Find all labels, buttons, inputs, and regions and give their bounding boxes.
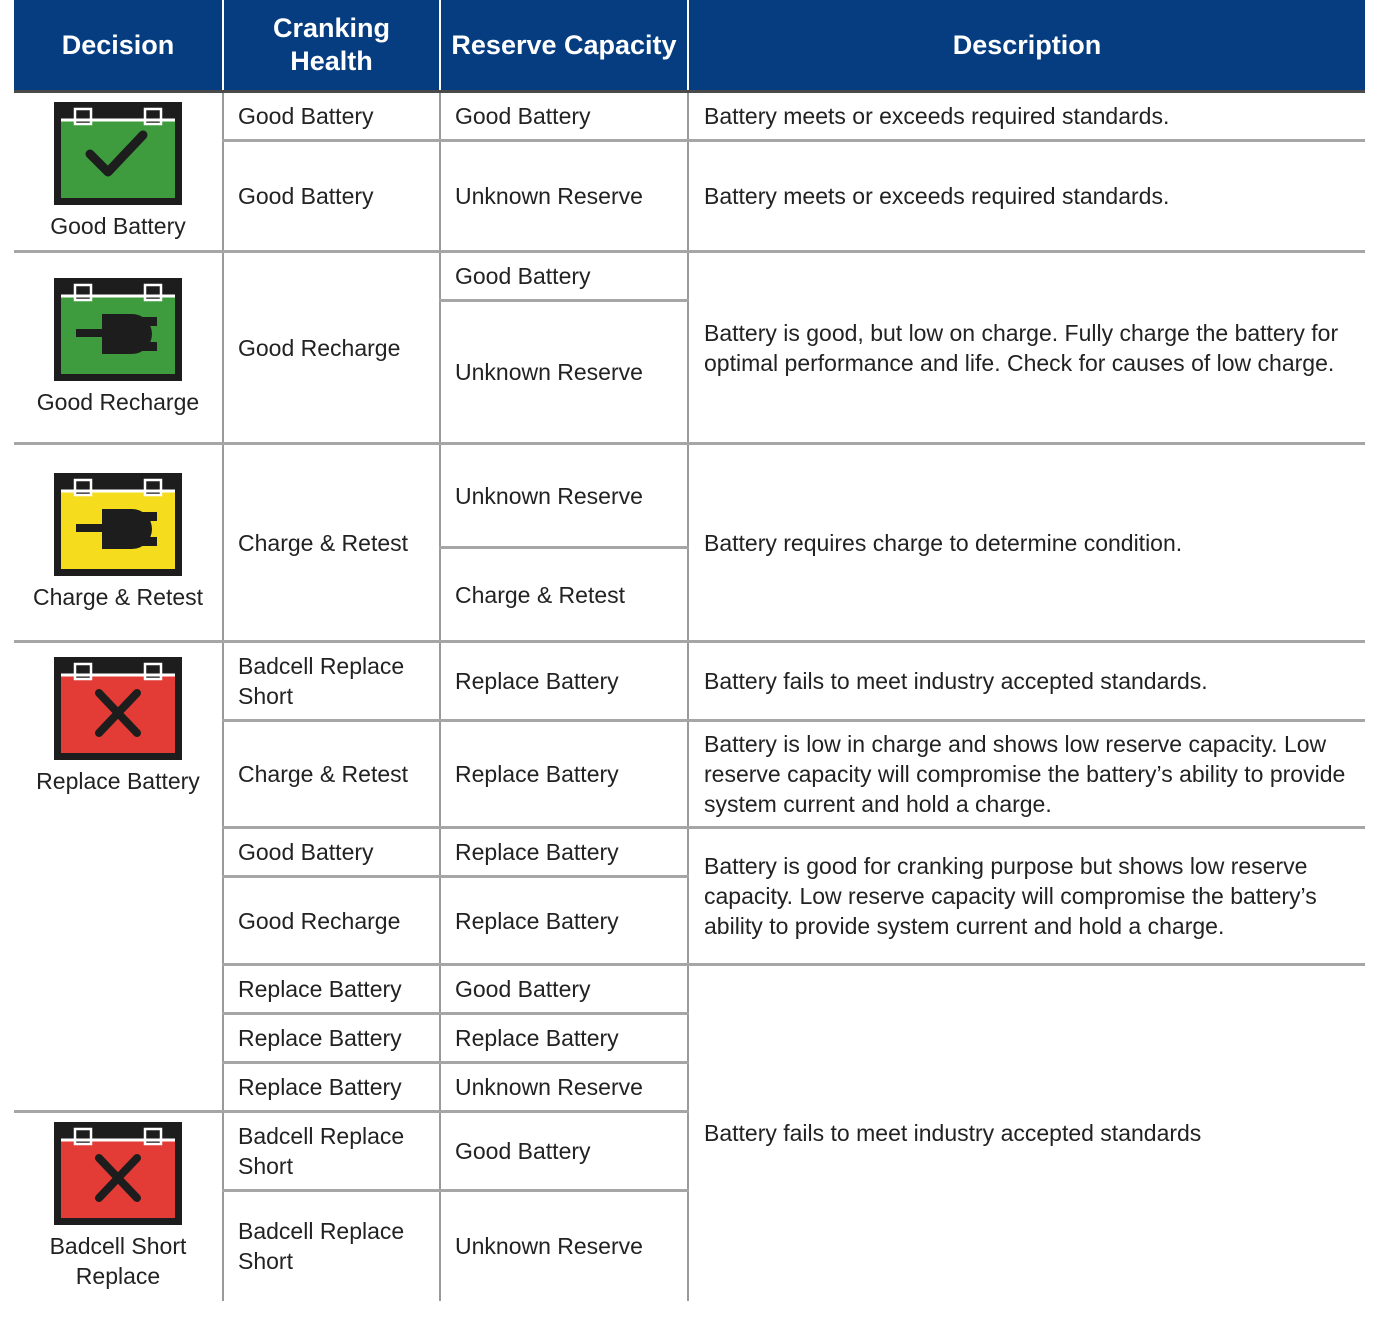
reserve-capacity-cell: Replace Battery	[440, 721, 688, 828]
decision-cell-good-recharge	[14, 252, 223, 444]
cranking-health-cell: Badcell Replace Short	[223, 1191, 440, 1301]
decision-cell-replace-battery	[14, 642, 223, 1112]
header-description: Description	[688, 0, 1365, 92]
reserve-capacity-cell: Replace Battery	[440, 642, 688, 721]
reserve-capacity-cell: Unknown Reserve	[440, 141, 688, 252]
decision-label: Good Recharge	[36, 389, 200, 415]
reserve-capacity-cell: Good Battery	[440, 92, 688, 141]
cranking-health-cell: Good Battery	[223, 828, 440, 877]
decision-label: Charge & Retest	[32, 584, 204, 610]
reserve-capacity-cell: Good Battery	[440, 965, 688, 1014]
reserve-capacity-cell: Replace Battery	[440, 1014, 688, 1063]
checkmark-battery-icon	[54, 102, 182, 205]
reserve-capacity-cell: Unknown Reserve	[440, 301, 688, 444]
description-cell: Battery meets or exceeds required standards.	[688, 92, 1365, 141]
table-row	[14, 252, 1365, 301]
header-row	[14, 0, 1365, 92]
table-row	[14, 92, 1365, 141]
description-cell: Battery requires charge to determine condition.	[688, 444, 1365, 642]
header-decision: Decision	[14, 0, 223, 92]
reserve-capacity-cell: Good Battery	[440, 252, 688, 301]
decision-label: Replace Battery	[36, 768, 200, 794]
table-body	[14, 92, 1365, 1301]
description-cell: Battery fails to meet industry accepted standards	[688, 965, 1365, 1301]
cranking-health-cell: Replace Battery	[223, 1014, 440, 1063]
reserve-capacity-cell: Charge & Retest	[440, 548, 688, 642]
cranking-health-cell: Replace Battery	[223, 1063, 440, 1112]
plug-battery-icon	[54, 278, 182, 381]
x-battery-icon	[54, 657, 182, 760]
plug-battery-icon	[54, 473, 182, 576]
x-battery-icon	[54, 1122, 182, 1225]
cranking-health-cell: Charge & Retest	[223, 444, 440, 642]
table-row	[14, 642, 1365, 721]
description-cell: Battery is good for cranking purpose but shows low reserve capacity. Low reserve capacity will compromise the battery’s ability to provide system current and hold a charge.	[688, 828, 1365, 965]
cranking-health-cell: Good Battery	[223, 92, 440, 141]
description-cell: Battery is low in charge and shows low reserve capacity. Low reserve capacity will compromise the battery’s ability to provide system current and hold a charge.	[688, 721, 1365, 828]
cranking-health-cell: Badcell Replace Short	[223, 642, 440, 721]
cranking-health-cell: Replace Battery	[223, 965, 440, 1014]
header-cranking-health: Cranking Health	[223, 0, 440, 92]
decision-label: Good Battery	[50, 213, 186, 239]
reserve-capacity-cell: Good Battery	[440, 1112, 688, 1191]
decision-cell-charge-retest	[14, 444, 223, 642]
cranking-health-cell: Good Recharge	[223, 877, 440, 965]
reserve-capacity-cell: Replace Battery	[440, 877, 688, 965]
table-header	[14, 0, 1365, 92]
battery-decision-table	[14, 0, 1365, 1301]
reserve-capacity-cell: Unknown Reserve	[440, 444, 688, 548]
cranking-health-cell: Charge & Retest	[223, 721, 440, 828]
decision-cell-good-battery	[14, 92, 223, 252]
reserve-capacity-cell: Replace Battery	[440, 828, 688, 877]
table-row	[14, 444, 1365, 548]
description-cell: Battery is good, but low on charge. Fully charge the battery for optimal performance and life. Check for causes of low charge.	[688, 252, 1365, 444]
reserve-capacity-cell: Unknown Reserve	[440, 1191, 688, 1301]
description-cell: Battery fails to meet industry accepted standards.	[688, 642, 1365, 721]
header-reserve-capacity: Reserve Capacity	[440, 0, 688, 92]
cranking-health-cell: Good Recharge	[223, 252, 440, 444]
description-cell: Battery meets or exceeds required standards.	[688, 141, 1365, 252]
reserve-capacity-cell: Unknown Reserve	[440, 1063, 688, 1112]
decision-cell-badcell-short-replace	[14, 1112, 223, 1301]
cranking-health-cell: Badcell Replace Short	[223, 1112, 440, 1191]
decision-label: Badcell Short Replace	[49, 1233, 187, 1290]
cranking-health-cell: Good Battery	[223, 141, 440, 252]
